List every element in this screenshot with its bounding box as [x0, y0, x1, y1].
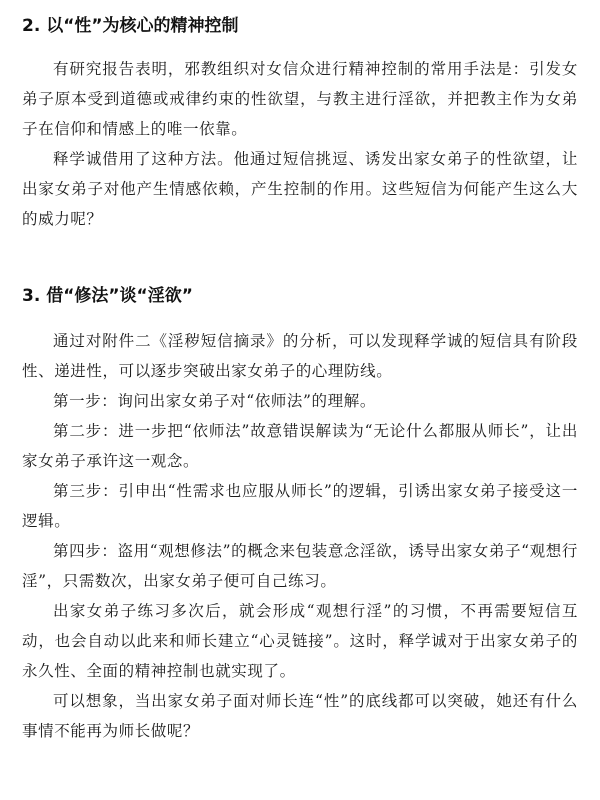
section-3-paragraph-6: 出家女弟子练习多次后，就会形成“观想行淫”的习惯，不再需要短信互动，也会自动以此来和师长建立“心灵链接”。这时，释学诚对于出家女弟子的永久性、全面的精神控制也就实现了。: [22, 602, 578, 680]
section-2-paragraph-1: 有研究报告表明，邪教组织对女信众进行精神控制的常用手法是：引发女弟子原本受到道德或戒律约束的性欲望，与教主进行淫欲，并把教主作为女弟子在信仰和情感上的唯一依靠。: [22, 60, 578, 138]
section-2-heading: 2. 以“性”为核心的精神控制: [22, 16, 239, 36]
section-3-paragraph-1: 通过对附件二《淫秽短信摘录》的分析，可以发现释学诚的短信具有阶段性、递进性，可以逐步突破出家女弟子的心理防线。: [22, 332, 578, 380]
section-3-heading: 3. 借“修法”谈“淫欲”: [22, 286, 193, 306]
section-3-step-3: 第三步：引申出“性需求也应服从师长”的逻辑，引诱出家女弟子接受这一逻辑。: [22, 482, 578, 530]
section-3-step-4: 第四步：盗用“观想修法”的概念来包装意念淫欲，诱导出家女弟子“观想行淫”，只需数次，出家女弟子便可自己练习。: [22, 542, 578, 590]
section-3-step-1: 第一步：询问出家女弟子对“依师法”的理解。: [53, 392, 376, 410]
section-3-paragraph-7: 可以想象，当出家女弟子面对师长连“性”的底线都可以突破，她还有什么事情不能再为师长做呢？: [22, 692, 578, 740]
section-2-paragraph-2: 释学诚借用了这种方法。他通过短信挑逗、诱发出家女弟子的性欲望，让出家女弟子对他产生情感依赖，产生控制的作用。这些短信为何能产生这么大的威力呢？: [22, 150, 578, 228]
section-3-step-2: 第二步：进一步把“依师法”故意错误解读为“无论什么都服从师长”，让出家女弟子承许这一观念。: [22, 422, 578, 470]
